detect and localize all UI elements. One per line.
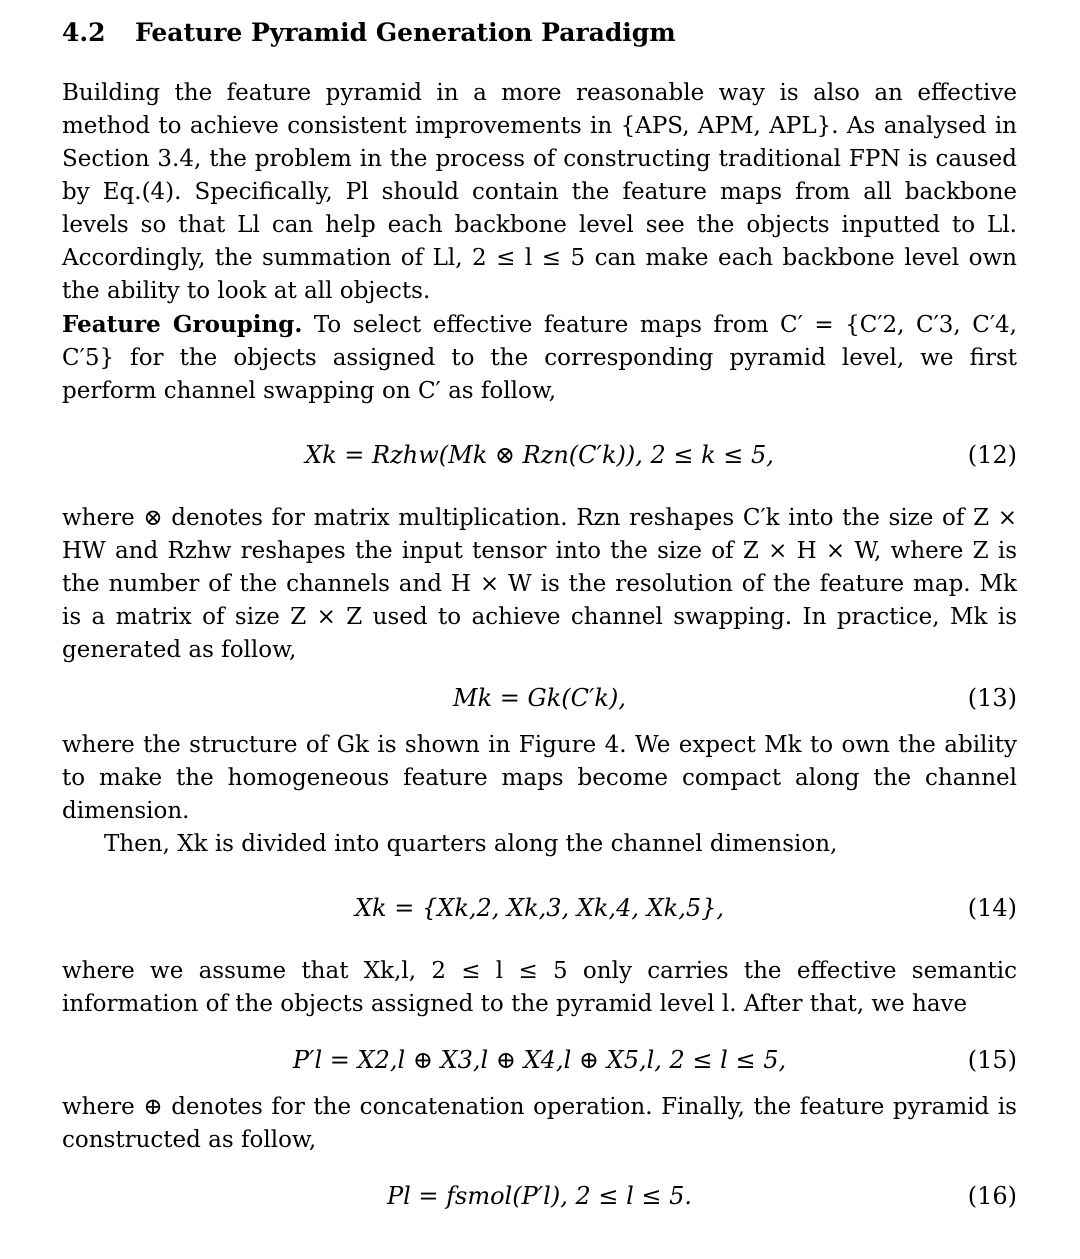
equation-15 <box>62 1041 1017 1079</box>
then-paragraph: Then, Xk is divided into quarters along the channel dimension, <box>104 831 838 857</box>
paper-page <box>62 18 1017 1215</box>
equation-15-number: (15) <box>967 1046 1017 1074</box>
section-number: 4.2 <box>62 18 106 47</box>
eq13-explanation-paragraph: where the structure of Gk is shown in Figure 4. We expect Mk to own the ability to make the homogeneous feature maps become compact along the channel dimension. <box>62 732 1017 824</box>
feature-grouping-label: Feature Grouping. <box>62 311 303 338</box>
eq14-explanation-paragraph: where we assume that Xk,l, 2 ≤ l ≤ 5 only carries the effective semantic information of the objects assigned to the pyramid level l. After that, we have <box>62 958 1017 1017</box>
equation-14-body: Xk = {Xk,2, Xk,3, Xk,4, Xk,5}, <box>354 894 725 922</box>
section-title: Feature Pyramid Generation Paradigm <box>135 18 676 47</box>
equation-13-number: (13) <box>967 684 1017 712</box>
feature-grouping-text: To select effective feature maps from C′ = {C′2, C′3, C′4, C′5} for the objects assigned to the corresponding pyramid level, we first perform channel swapping on C′ as follow, <box>62 312 1017 404</box>
equation-12-number: (12) <box>967 441 1017 469</box>
equation-12 <box>62 436 1017 474</box>
equation-16 <box>62 1177 1017 1215</box>
feature-grouping-paragraph <box>62 308 1017 408</box>
equation-14 <box>62 889 1017 927</box>
equation-16-number: (16) <box>967 1182 1017 1210</box>
equation-14-number: (14) <box>967 894 1017 922</box>
equation-12-body: Xk = Rzhw(Mk ⊗ Rzn(C′k)), 2 ≤ k ≤ 5, <box>305 441 774 469</box>
equation-13 <box>62 679 1017 717</box>
equation-15-body: P′l = X2,l ⊕ X3,l ⊕ X4,l ⊕ X5,l, 2 ≤ l ≤ 5, <box>292 1046 787 1074</box>
eq12-explanation-paragraph: where ⊗ denotes for matrix multiplication. Rzn reshapes C′k into the size of Z × HW and Rzhw reshapes the input tensor into the size of Z × H × W, where Z is the number of the channels and H × W is the resolution of the feature map. Mk is a matrix of size Z × Z used to achieve channel swapping. In practice, Mk is generated as follow, <box>62 505 1017 663</box>
eq15-explanation-paragraph: where ⊕ denotes for the concatenation operation. Finally, the feature pyramid is constructed as follow, <box>62 1094 1017 1153</box>
equation-16-body: Pl = fsmol(P′l), 2 ≤ l ≤ 5. <box>386 1182 693 1210</box>
section-heading <box>62 18 1017 47</box>
equation-13-body: Mk = Gk(C′k), <box>453 684 626 712</box>
intro-paragraph: Building the feature pyramid in a more reasonable way is also an effective method to achieve consistent improvements in {APS, APM, APL}. As analysed in Section 3.4, the problem in the process of constructing traditional FPN is caused by Eq.(4). Specifically, Pl should contain the feature maps from all backbone levels so that Ll can help each backbone level see the objects inputted to Ll. Accordingly, the summation of Ll, 2 ≤ l ≤ 5 can make each backbone level own the ability to look at all objects. <box>62 80 1017 304</box>
